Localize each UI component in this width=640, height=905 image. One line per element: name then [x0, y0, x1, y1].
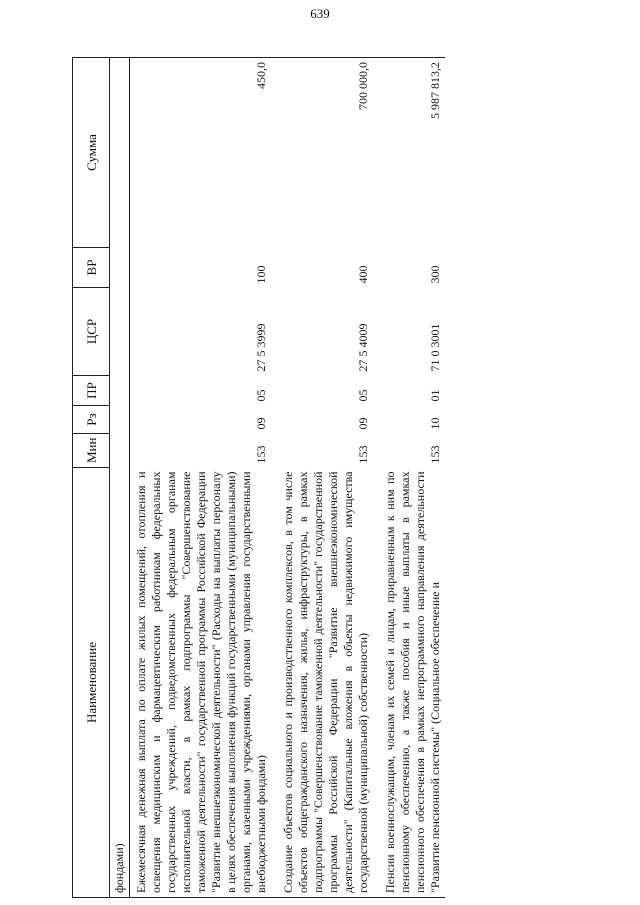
row-rz	[110, 406, 130, 434]
row-min: 153	[356, 445, 370, 464]
table-row	[277, 58, 379, 898]
row-sum: 700 000,0	[277, 58, 379, 248]
row-min: 153	[254, 445, 268, 464]
row-min: 153	[428, 445, 442, 464]
row-pr: 05	[254, 389, 268, 402]
row-pr	[110, 376, 130, 406]
header-vr: ВР	[73, 248, 110, 288]
row-min	[110, 434, 130, 468]
row-vr: 100	[254, 265, 268, 284]
row-csr	[110, 288, 130, 376]
page-number: 639	[310, 6, 330, 21]
row-name: Создание объектов социального и производственного комплексов, в том числе объектов общегражданского назначения, жилья, инфраструктуры, в рамках подпрограммы "Совершенствование таможенной деятельности" государственной программы Российской Федерации "Развитие внешнеэкономической деятельности" (Капитальные вложения в объекты недвижимого имущества государственной (муниципальной) собственности)	[277, 468, 379, 898]
rotated-budget-table	[72, 58, 592, 898]
row-name: Пенсии военнослужащим, членам их семей и лицам, приравненным к ним по пенсионному обеспечению, а также пособия и иные выплаты в рамках пенсионного обеспечения в рамках непрограммного направления деятельности "Развитие пенсионной системы" (Социальное обеспечение и	[379, 468, 445, 898]
table-row	[379, 58, 445, 898]
header-sum: Сумма	[73, 58, 110, 248]
row-sum	[110, 58, 130, 248]
row-sum: 450,0	[130, 58, 278, 248]
row-rz: 10	[428, 417, 442, 430]
row-vr	[110, 248, 130, 288]
header-name: Наименование	[73, 468, 110, 898]
header-min: Мин	[73, 434, 110, 468]
row-rz: 09	[254, 417, 268, 430]
header-csr: ЦСР	[73, 288, 110, 376]
row-csr: 27 5 4009	[356, 323, 370, 372]
header-pr: ПР	[73, 376, 110, 406]
row-name: фондами)	[110, 468, 130, 898]
row-rz: 09	[356, 417, 370, 430]
table-row	[130, 58, 278, 898]
table-header-row	[73, 58, 110, 898]
row-vr: 300	[428, 265, 442, 284]
row-csr: 27 5 3999	[254, 323, 268, 372]
header-rz: Рз	[73, 406, 110, 434]
budget-table	[72, 57, 445, 898]
row-sum: 5 987 813,2	[379, 58, 445, 248]
table-row	[110, 58, 130, 898]
row-csr: 71 0 3001	[428, 323, 442, 372]
row-name: Ежемесячная денежная выплата по оплате жилых помещений, отопления и освещения медицинским и фармацевтическим работникам федеральных государственных учреждений, подведомственных федеральным органам исполнительной власти, в рамках подпрограммы "Совершенствование таможенной деятельности" государственной программы Российской Федерации "Развитие внешнеэкономической деятельности" (Расходы на выплаты персоналу в целях обеспечения выполнения функций государственными (муниципальными) органами, казенными учреждениями, органами управления государственными внебюджетными фондами)	[130, 468, 278, 898]
row-pr: 05	[356, 389, 370, 402]
row-vr: 400	[356, 265, 370, 284]
row-pr: 01	[428, 389, 442, 402]
